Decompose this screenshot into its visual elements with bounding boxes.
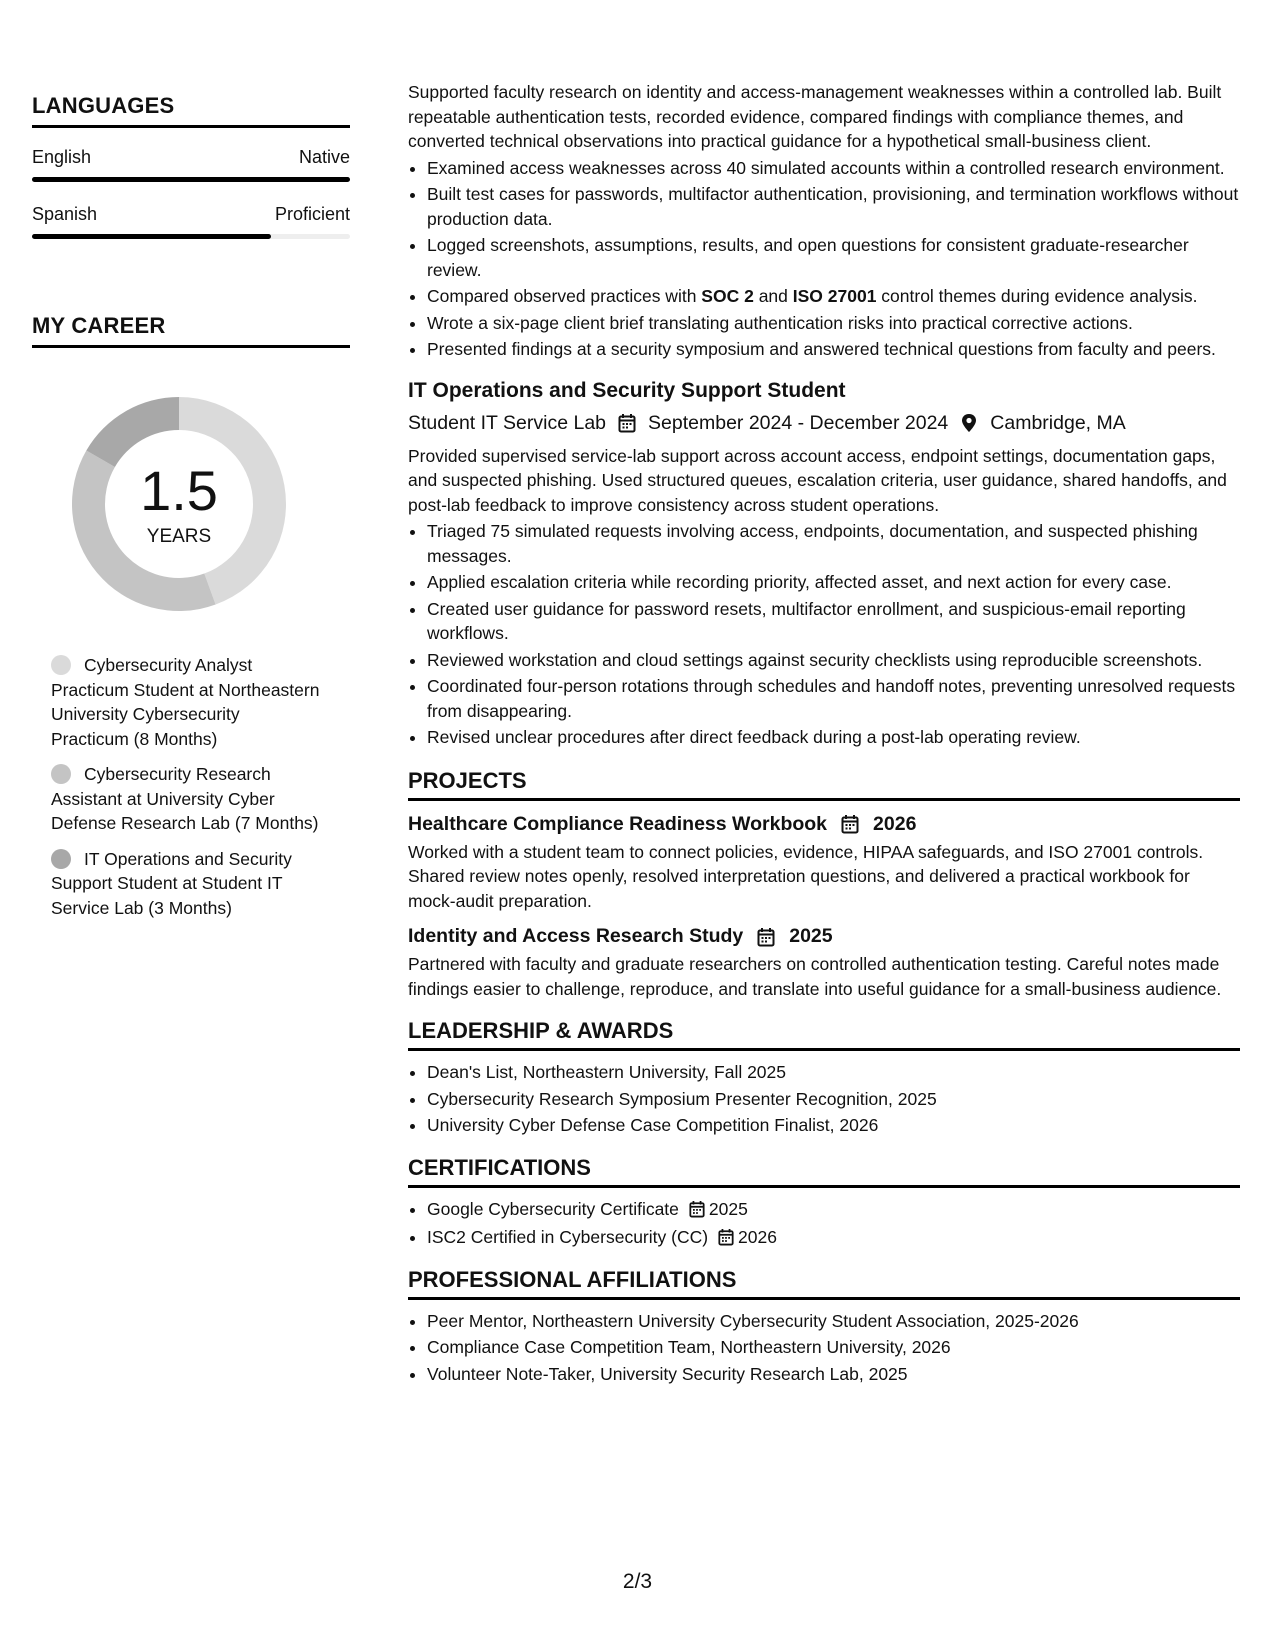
job-summary: Supported faculty research on identity and access-management weaknesses within a controlled lab. Built repeatable authentication tests, recorded evidence, compared findings with compliance themes, and converted technical observations into practical guidance for a hypothetical small-business client. — [408, 82, 1222, 151]
bullet-text: control themes during evidence analysis. — [876, 286, 1198, 306]
project-item — [408, 813, 1240, 914]
job-bullet: • Created user guidance for password resets, multifactor enrollment, and suspicious-email reporting workflows. — [427, 597, 1240, 646]
page-number: 2/3 — [622, 1570, 653, 1593]
legend-dot — [51, 655, 71, 675]
job-bullet: • Logged screenshots, assumptions, results, and open questions for consistent graduate-researcher review. — [427, 233, 1240, 282]
job-bullet: • Coordinated four-person rotations through schedules and handoff notes, preventing unresolved requests from disappearing. — [427, 674, 1240, 723]
location-pin-icon — [960, 413, 978, 433]
job-bullet: • Presented findings at a security symposium and answered technical questions from faculty and peers. — [427, 337, 1240, 362]
career-heading: MY CAREER — [32, 313, 350, 348]
job-bullet: • Applied escalation criteria while recording priority, affected asset, and next action for every case. — [427, 570, 1240, 595]
job-location: Cambridge, MA — [990, 411, 1126, 434]
career-legend-label: Cybersecurity Research Assistant at University Cyber Defense Research Lab (7 Months) — [51, 764, 319, 833]
certification-name: • Google Cybersecurity Certificate — [427, 1198, 679, 1219]
project-item — [408, 925, 1240, 1001]
career-legend-item — [51, 847, 321, 921]
job-bullets — [408, 156, 1240, 362]
job-bullets — [408, 519, 1240, 750]
language-name: Spanish — [32, 204, 98, 224]
career-total-value: 1.5 — [140, 459, 218, 522]
bullet-text: Compared observed practices with — [427, 286, 702, 306]
language-item — [32, 204, 350, 239]
sidebar — [32, 93, 350, 936]
job-bullet: • Triaged 75 simulated requests involving access, endpoints, documentation, and suspected phishing messages. — [427, 519, 1240, 568]
languages-heading: LANGUAGES — [32, 93, 350, 128]
leadership-list — [408, 1060, 1240, 1138]
affiliation-item: • Compliance Case Competition Team, Northeastern University, 2026 — [427, 1335, 1240, 1360]
project-description: Worked with a student team to connect policies, evidence, HIPAA safeguards, and ISO 27001 controls. Shared review notes openly, resolved interpretation questions, and delivered a practical workbook for mock-audit preparation. — [408, 841, 1204, 911]
job-bullet: • Reviewed workstation and cloud settings against security checklists using reproducible screenshots. — [427, 648, 1240, 673]
career-legend-label: Cybersecurity Analyst Practicum Student at Northeastern University Cybersecurity Practicum (8 Months) — [51, 655, 320, 749]
bullet-bold: ISO 27001 — [792, 286, 877, 306]
language-level: Native — [298, 147, 350, 167]
affiliation-item: • Peer Mentor, Northeastern University Cybersecurity Student Association, 2025-2026 — [427, 1309, 1240, 1334]
language-bar-fill — [32, 177, 350, 182]
job-meta — [408, 412, 1240, 435]
job-bullet: • Revised unclear procedures after direct feedback during a post-lab operating review. — [427, 725, 1240, 750]
certification-item — [427, 1197, 1240, 1222]
certification-item — [427, 1225, 1240, 1250]
affiliations-list — [408, 1309, 1240, 1387]
language-bar-fill — [32, 234, 271, 239]
project-year: 2025 — [789, 925, 833, 947]
job-title: IT Operations and Security Support Student — [408, 378, 846, 402]
job-company: Student IT Service Lab — [408, 411, 607, 434]
language-bar — [32, 177, 350, 182]
project-year: 2026 — [873, 812, 917, 835]
language-bar — [32, 234, 350, 239]
affiliation-item: • Volunteer Note-Taker, University Security Research Lab, 2025 — [427, 1362, 1240, 1387]
certifications-list — [408, 1197, 1240, 1250]
job-summary: Provided supervised service-lab support across account access, endpoint settings, documentation gaps, and suspected phishing. Used structured queues, escalation criteria, user guidance, shared handoffs, and post-lab feedback to improve consistency across student operations. — [408, 445, 1227, 515]
project-name: Healthcare Compliance Readiness Workbook — [408, 812, 828, 835]
language-level: Proficient — [274, 204, 350, 224]
career-legend — [32, 653, 321, 920]
calendar-icon — [841, 814, 859, 834]
certification-year: 2025 — [708, 1198, 748, 1219]
job-bullet: • Wrote a six-page client brief translating authentication risks into practical corrective actions. — [427, 311, 1240, 336]
bullet-text: and — [753, 286, 793, 306]
job-dates: September 2024 - December 2024 — [648, 411, 949, 434]
career-total-unit: YEARS — [146, 526, 212, 547]
career-legend-item — [51, 653, 321, 751]
calendar-icon — [618, 413, 636, 433]
calendar-icon — [718, 1228, 734, 1246]
job-bullet: • Built test cases for passwords, multifactor authentication, provisioning, and termination workflows without production data. — [427, 182, 1240, 231]
job-bullet: • Examined access weaknesses across 40 simulated accounts within a controlled research environment. — [427, 156, 1240, 181]
leadership-heading: LEADERSHIP & AWARDS — [408, 1018, 1240, 1051]
certifications-heading: CERTIFICATIONS — [408, 1155, 1240, 1188]
legend-dot — [51, 849, 71, 869]
legend-dot — [51, 764, 71, 784]
bullet-bold: SOC 2 — [701, 286, 754, 306]
project-name: Identity and Access Research Study — [408, 925, 744, 947]
certification-name: • ISC2 Certified in Cybersecurity (CC) — [427, 1227, 709, 1247]
certification-year: 2026 — [738, 1227, 777, 1247]
leadership-item: • Cybersecurity Research Symposium Presenter Recognition, 2025 — [427, 1087, 1240, 1112]
leadership-item: • University Cyber Defense Case Competition Finalist, 2026 — [427, 1113, 1240, 1138]
career-legend-label: IT Operations and Security Support Student at Student IT Service Lab (3 Months) — [51, 848, 292, 918]
language-name: English — [32, 147, 92, 167]
language-item — [32, 147, 350, 182]
job-bullet — [427, 284, 1240, 309]
career-legend-item — [51, 762, 321, 836]
leadership-item: • Dean's List, Northeastern University, Fall 2025 — [427, 1060, 1240, 1085]
calendar-icon — [689, 1200, 705, 1218]
projects-heading: PROJECTS — [408, 768, 1240, 801]
main-content — [408, 80, 1240, 1388]
calendar-icon — [757, 927, 775, 947]
career-donut-chart — [66, 391, 292, 617]
project-description: Partnered with faculty and graduate researchers on controlled authentication testing. Careful notes made findings easier to challenge, reproduce, and translate into useful guidance for a small-business audience. — [408, 954, 1222, 999]
affiliations-heading: PROFESSIONAL AFFILIATIONS — [408, 1267, 1240, 1300]
